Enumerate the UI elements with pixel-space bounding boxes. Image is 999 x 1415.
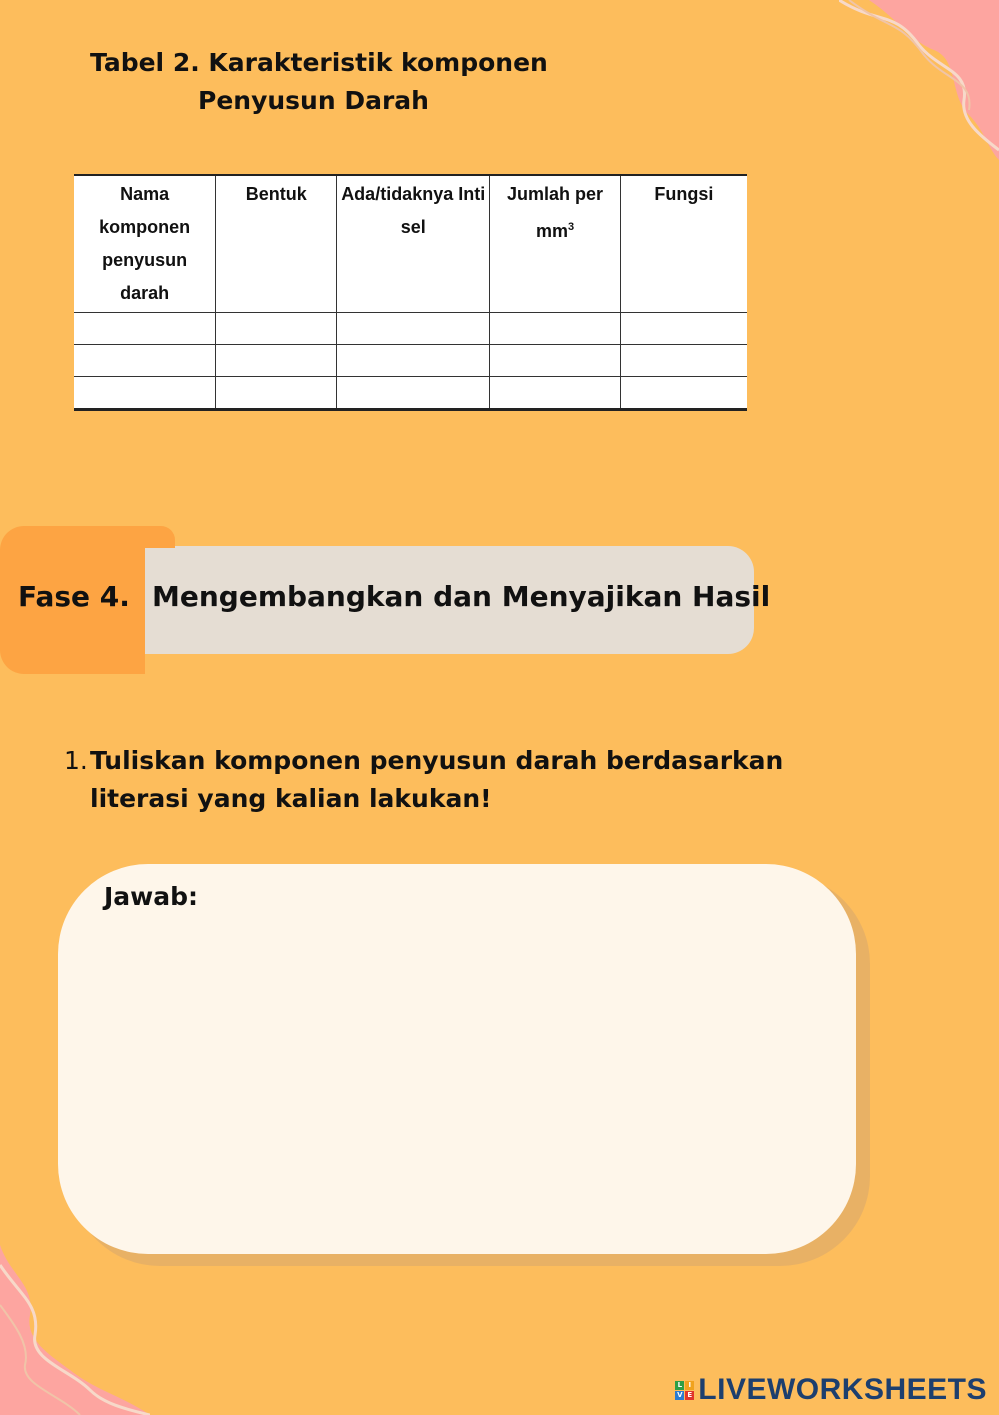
header-nucleus (337, 175, 490, 313)
phase-title: Mengembangkan dan Menyajikan Hasil (152, 580, 771, 613)
table-cell[interactable] (216, 345, 337, 377)
table-cell[interactable] (490, 313, 620, 345)
header-function-label: Fungsi (654, 184, 714, 204)
header-shape (216, 175, 337, 313)
phase-tab-lip (120, 526, 175, 548)
header-function (620, 175, 747, 313)
table-cell[interactable] (216, 313, 337, 345)
header-component-name (74, 175, 216, 313)
logo-letter: L (675, 1381, 684, 1390)
corner-decoration-bottom (0, 1245, 150, 1415)
liveworksheets-brand (675, 1373, 987, 1407)
table-title (90, 44, 548, 120)
table-row (74, 377, 747, 410)
logo-letter: V (677, 1390, 683, 1399)
header-count (490, 175, 620, 313)
brand-name: LIVEWORKSHEETS (698, 1373, 987, 1406)
table-cell[interactable] (337, 345, 490, 377)
question-item (64, 742, 824, 818)
header-nucleus-label: Ada/tidaknya Inti sel (341, 184, 486, 237)
table-row (74, 313, 747, 345)
header-count-label: Jumlah per mm (506, 184, 604, 241)
blood-component-table (74, 174, 747, 411)
table-cell[interactable] (490, 377, 620, 410)
table-cell[interactable] (337, 377, 490, 410)
table-cell[interactable] (337, 313, 490, 345)
corner-decoration-top (839, 0, 999, 165)
question-number: 1. (64, 746, 88, 775)
table-cell[interactable] (216, 377, 337, 410)
liveworksheets-logo-icon (675, 1381, 694, 1400)
table-cell[interactable] (74, 345, 216, 377)
table-cell[interactable] (74, 313, 216, 345)
table-title-line2: Penyusun Darah (198, 86, 429, 115)
table-header-row (74, 175, 747, 313)
table-cell[interactable] (620, 377, 747, 410)
phase-label: Fase 4. (18, 580, 130, 613)
table-row (74, 345, 747, 377)
header-shape-label: Bentuk (245, 184, 307, 204)
header-component-name-label: Nama komponen penyusun darah (99, 184, 191, 303)
table-cell[interactable] (490, 345, 620, 377)
table-cell[interactable] (620, 313, 747, 345)
table-cell[interactable] (74, 377, 216, 410)
answer-box[interactable] (58, 864, 856, 1254)
logo-letter: E (685, 1391, 694, 1400)
header-count-superscript: 3 (567, 221, 575, 233)
answer-label: Jawab: (104, 882, 199, 911)
logo-letter: I (685, 1381, 694, 1390)
question-text: Tuliskan komponen penyusun darah berdasarkan literasi yang kalian lakukan! (90, 746, 784, 813)
table-title-line1: Tabel 2. Karakteristik komponen (90, 48, 548, 77)
table-cell[interactable] (620, 345, 747, 377)
